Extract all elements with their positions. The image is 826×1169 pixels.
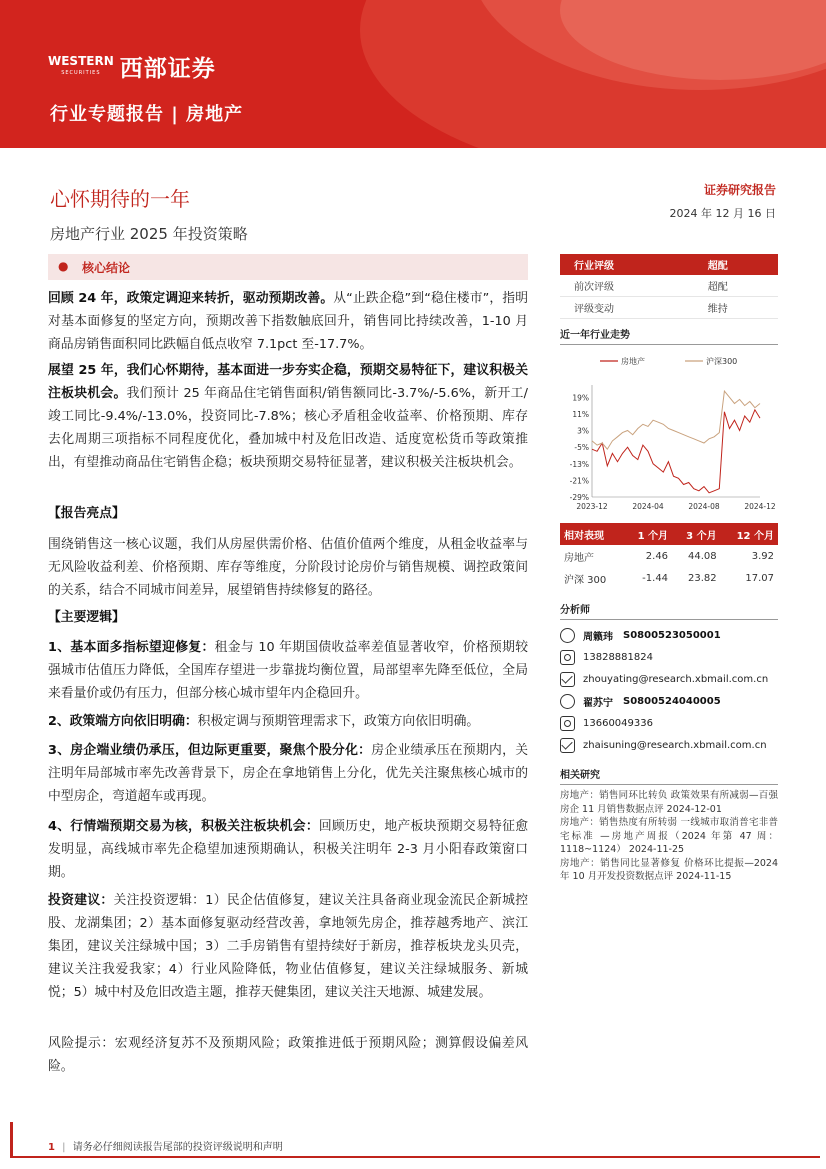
analyst-name-row (560, 624, 778, 646)
logo-en-text: WESTERN (48, 53, 114, 68)
logic-item-1 (48, 636, 528, 705)
rating-value: 超配 (694, 275, 778, 297)
rating-row (560, 275, 778, 297)
logo-en-sub: SECURITIES (61, 69, 101, 76)
x-tick-label: 2024-08 (688, 502, 720, 511)
highlights-text: 围绕销售这一核心议题，我们从房屋供需价格、估值价值两个维度，从租金收益率与无风险收益利差、价格预期、库存等维度，分阶段讨论房价与销售规模、调控政策间的关系，结合不同城市间差异，展望销售持续修复的路径。 (48, 537, 528, 598)
logic-4-bold: 4、行情端预期交易为核，积极关注板块机会： (48, 819, 319, 834)
logo-cn: 西部证券 (119, 56, 216, 82)
trend-chart (560, 349, 778, 519)
footer-divider: | (62, 1142, 66, 1153)
risk-notice (48, 1032, 528, 1078)
report-subtitle: 房地产行业 2025 年投资策略 (50, 225, 248, 243)
y-tick-label: 11% (572, 409, 589, 419)
performance-header: 12 个月 (721, 523, 778, 545)
analyst-phone: 13828881824 (583, 651, 653, 663)
rating-table-container (560, 254, 778, 319)
series-line (592, 410, 760, 493)
analyst-name: 翟苏宁 (583, 697, 613, 709)
investment-bold: 投资建议： (48, 893, 114, 908)
y-tick-label: -5% (574, 443, 589, 453)
x-tick-label: 2023-12 (576, 502, 608, 511)
person-icon (560, 628, 575, 643)
logic-item-4 (48, 815, 528, 884)
report-date: 2024 年 12 月 16 日 (669, 207, 776, 220)
report-category: 证券研究报告 (703, 183, 776, 197)
rating-value: 维持 (694, 297, 778, 319)
analyst-email[interactable]: zhouyating@research.xbmail.com.cn (583, 673, 769, 685)
y-tick-label: -13% (569, 459, 589, 469)
trend-section (560, 326, 778, 519)
company-logo (48, 50, 216, 83)
phone-icon (560, 650, 575, 665)
page-number: 1 (48, 1142, 55, 1153)
analyst-email-row (560, 668, 778, 690)
rating-table (560, 254, 778, 319)
logic-3-bold: 3、房企端业绩仍承压，但边际更重要，聚焦个股分化： (48, 743, 372, 758)
analyst-phone: 13660049336 (583, 717, 653, 729)
bullet-icon: ● (58, 259, 69, 273)
performance-cell: 房地产 (564, 552, 594, 564)
core-conclusion-header (48, 254, 528, 280)
analyst-cert: S0800523050001 (623, 629, 721, 641)
person-icon (560, 694, 575, 709)
rating-label: 评级变动 (560, 297, 694, 319)
email-icon (560, 672, 575, 687)
related-title: 相关研究 (560, 766, 778, 785)
performance-section (560, 523, 778, 589)
logic-4-text: 回顾历史，地产板块预期交易特征愈发明显，高线城市率先企稳望加速预期确认，积极关注明年 2-3 月小阳春政策窗口期。 (48, 819, 529, 880)
related-item[interactable]: 房地产：销售热度有所转弱 一线城市取消普宅非普宅标准 —房地产周报（2024 年第 47 周：1118~1124） 2024-11-25 (560, 817, 778, 855)
footer-accent (10, 1122, 13, 1158)
performance-header: 1 个月 (623, 523, 672, 545)
phone-icon (560, 716, 575, 731)
legend-label: 沪深300 (706, 357, 738, 366)
logic-item-2 (48, 710, 528, 733)
outlook-bold: 展望 25 年，我们心怀期待，基本面进一步夯实企稳，预期交易特征下，建议积极关注板块机会。 (48, 363, 528, 401)
section-logic: 【主要逻辑】 (48, 610, 125, 625)
outlook-text: 我们预计 25 年商品住宅销售面积/销售额同比-3.7%/-5.6%，新开工/竣工同比-9.4%/-13.0%，投资同比-7.8%；核心矛盾租金收益率、价格预期、库存去化周期三项指标不同程度优化，叠加城中村及危旧改造、适度宽松货币等政策推出，有望推动商品住宅销售企稳；板块预期交易特征显著，建议积极关注板块机会。 (48, 386, 528, 470)
performance-row (560, 567, 778, 589)
rating-label: 前次评级 (560, 275, 694, 297)
paragraph-outlook (48, 359, 528, 474)
x-tick-label: 2024-12 (744, 502, 776, 511)
logic-1-bold: 1、基本面多指标望迎修复： (48, 640, 215, 655)
performance-table (560, 523, 778, 589)
rating-value: 超配 (694, 254, 778, 275)
header-banner (0, 0, 826, 148)
rating-label: 行业评级 (560, 254, 694, 275)
performance-cell: 2.46 (645, 550, 669, 562)
related-item[interactable]: 房地产：销售同环比转负 政策效果有所减弱—百强房企 11 月销售数据点评 2024-12-01 (560, 790, 778, 815)
review-bold: 回顾 24 年，政策定调迎来转折，驱动预期改善。 (48, 291, 334, 306)
performance-header-row (560, 523, 778, 545)
section-highlights: 【报告亮点】 (48, 506, 125, 521)
related-section (560, 766, 778, 884)
performance-cell: 44.08 (687, 550, 717, 562)
analysts-section (560, 601, 778, 756)
rating-row (560, 254, 778, 275)
logic-2-text: 积极定调与预期管理需求下，政策方向依旧明确。 (197, 714, 480, 729)
performance-cell: 沪深 300 (564, 574, 607, 586)
legend-label: 房地产 (621, 357, 645, 366)
analysts-title: 分析师 (560, 601, 778, 620)
logic-3-text: 房企业绩承压在预期内，关注明年局部城市率先改善背景下，房企在拿地销售上分化，优先关注聚焦核心城市的中型房企，弯道超车或再现。 (48, 743, 529, 804)
footer-disclaimer: 请务必仔细阅读报告尾部的投资评级说明和声明 (72, 1142, 283, 1153)
analyst-name: 周籁玮 (583, 631, 613, 643)
risk-text: 风险提示：宏观经济复苏不及预期风险；政策推进低于预期风险；测算假设偏差风险。 (48, 1036, 528, 1074)
footer (48, 1138, 283, 1153)
performance-cell: 3.92 (751, 550, 774, 562)
analyst-email-row (560, 734, 778, 756)
trend-title: 近一年行业走势 (560, 326, 778, 345)
logic-1-text: 租金与 10 年期国债收益率差值显著收窄，价格预期较强城市估值压力降低，全国库存望进一步靠拢均衡位置，局部望率先降至低位，全局来看量价或仍有压力，但部分核心城市望年内企稳回升。 (48, 640, 529, 701)
x-tick-label: 2024-04 (632, 502, 664, 511)
related-item[interactable]: 房地产：销售同比显著修复 价格环比提振—2024 年 10 月开发投资数据点评 2024-11-15 (560, 857, 778, 882)
performance-cell: 17.07 (745, 572, 774, 584)
footer-rule (10, 1156, 820, 1158)
performance-cell: -1.44 (642, 572, 669, 584)
performance-header: 相对表现 (560, 523, 623, 545)
logic-2-bold: 2、政策端方向依旧明确： (48, 714, 198, 729)
rating-row (560, 297, 778, 319)
email-icon (560, 738, 575, 753)
core-conclusion-title: 核心结论 (82, 261, 131, 275)
performance-row (560, 545, 778, 567)
review-text: 从“止跌企稳”到“稳住楼市”，指明对基本面修复的坚定方向，预期改善下指数触底回升，销售同比持续改善，1-10 月商品房销售面积同比跌幅自低点收窄 7.1pct 至-17.7%。 (48, 291, 528, 352)
paragraph-review (48, 287, 528, 356)
logo-en (48, 55, 114, 79)
analyst-phone-row (560, 712, 778, 734)
investment-advice (48, 889, 528, 1004)
analyst-email[interactable]: zhaisuning@research.xbmail.com.cn (583, 739, 767, 751)
investment-text: 关注投资逻辑：1）民企估值修复，建议关注具备商业现金流民企新城控股、龙湖集团；2）基本面修复驱动经营改善，拿地领先房企，推荐越秀地产、滨江集团，建议关注绿城中国；3）二手房销售有望持续好于新房，推荐板块龙头贝壳，建议关注我爱我家；4）行业风险降低，物业估值修复，建议关注绿城服务、新城悦；5）城中村及危旧改造主题，推荐天健集团，建议关注天地源、城建发展。 (48, 893, 528, 1000)
y-tick-label: -21% (569, 476, 589, 486)
performance-cell: 23.82 (687, 572, 717, 584)
analyst-phone-row (560, 646, 778, 668)
analyst-name-row (560, 690, 778, 712)
performance-header: 3 个月 (672, 523, 721, 545)
y-tick-label: 3% (577, 426, 589, 436)
y-tick-label: -29% (569, 493, 589, 502)
y-tick-label: 19% (572, 393, 589, 403)
paragraph-highlights (48, 533, 528, 602)
analyst-cert: S0800524040005 (623, 695, 721, 707)
report-type: 行业专题报告 | 房地产 (50, 104, 244, 125)
report-title: 心怀期待的一年 (50, 187, 190, 211)
logic-item-3 (48, 739, 528, 808)
